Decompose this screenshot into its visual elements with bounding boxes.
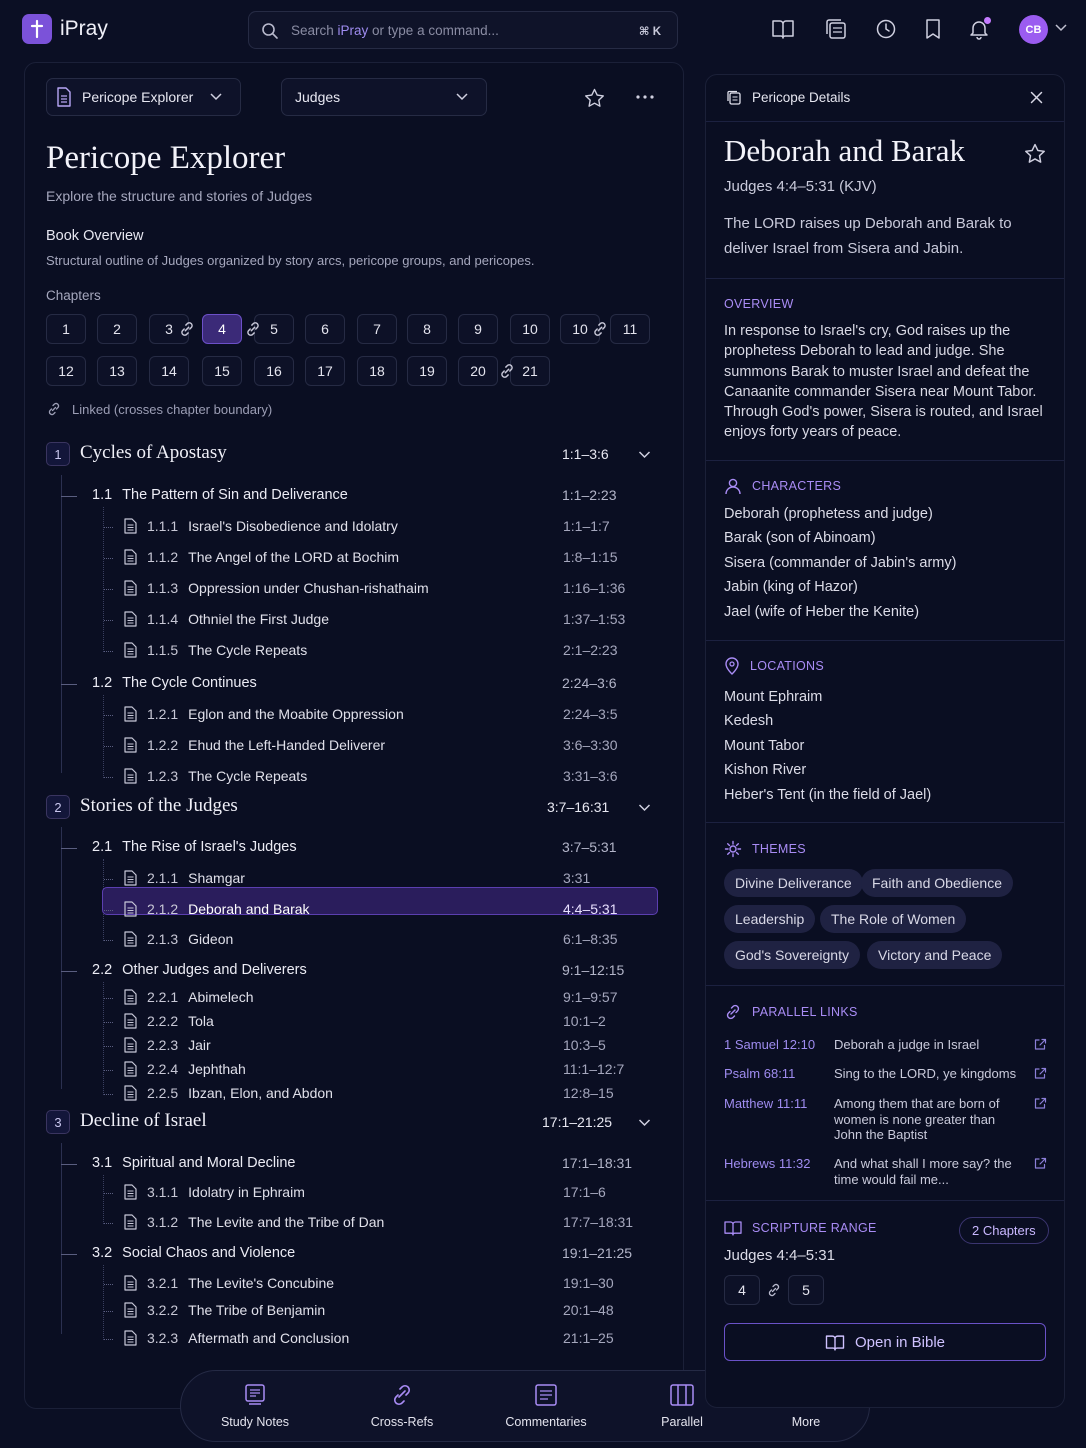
chapters-label: Chapters (46, 288, 101, 303)
tree-branch (104, 651, 113, 652)
range-chapter-chip[interactable]: 4 (724, 1275, 760, 1305)
overview-text: In response to Israel's cry, God raises up the prophetess Deborah to lead and judge. She summons Barak to muster Israel and defeat the Canaanite commander Sisera near Mount Tabor. Through God's power, Sisera is routed, and Israel enjoys forty years of peace. (724, 323, 1043, 441)
pericope-item[interactable]: 1.2.2 Ehud the Left-Handed Deliverer (124, 737, 385, 753)
locations-list (724, 685, 931, 807)
app-logo[interactable] (22, 14, 52, 44)
document-icon (124, 1013, 137, 1029)
document-icon (124, 1085, 137, 1101)
chevron-down-icon[interactable] (638, 451, 651, 459)
chapter-chip[interactable]: 3 (149, 314, 189, 344)
link-icon (766, 1282, 782, 1298)
app-name: iPray (60, 17, 108, 40)
chapter-count-badge: 2 Chapters (959, 1217, 1049, 1244)
parallel-reference-link[interactable]: Hebrews 11:32 (724, 1156, 811, 1171)
tree-branch (104, 1223, 113, 1224)
pericope-item[interactable]: 2.1.3 Gideon (124, 931, 233, 947)
cross-refs-button[interactable]: Cross-Refs (367, 1371, 437, 1443)
chevron-down-icon (456, 93, 468, 101)
document-icon (124, 1061, 137, 1077)
pericope-item[interactable]: 3.1.1 Idolatry in Ephraim (124, 1184, 305, 1200)
theme-tag[interactable]: Faith and Obedience (861, 869, 1013, 897)
divider (706, 640, 1064, 641)
command-search-input[interactable] (248, 11, 678, 49)
tree-branch (61, 971, 77, 972)
chapter-chip[interactable]: 10 (510, 314, 550, 344)
document-icon (124, 1330, 137, 1346)
theme-tag[interactable]: Victory and Peace (867, 941, 1002, 969)
document-icon (124, 1214, 137, 1230)
document-icon (124, 737, 137, 753)
section-title[interactable]: Stories of the Judges (80, 795, 238, 816)
tree-branch (104, 746, 113, 747)
search-icon (261, 22, 279, 40)
document-icon (124, 706, 137, 722)
chapter-chip[interactable]: 6 (305, 314, 345, 344)
document-icon (124, 642, 137, 658)
tree-branch (104, 879, 113, 880)
external-link-icon[interactable] (1034, 1097, 1047, 1110)
pericope-group[interactable]: 1.1 The Pattern of Sin and Deliverance (92, 487, 348, 503)
tree-branch (104, 940, 113, 941)
pericope-item[interactable]: 1.1.5 The Cycle Repeats (124, 642, 307, 658)
group-range: 2:24–3:6 (562, 675, 617, 691)
parallel-text: Deborah a judge in Israel (834, 1037, 980, 1052)
pericope-range: 1:1–1:7 (563, 518, 610, 534)
link-legend: Linked (crosses chapter boundary) (46, 401, 272, 417)
external-link-icon[interactable] (1034, 1038, 1047, 1051)
tree-line (103, 1265, 104, 1340)
chevron-down-icon[interactable] (638, 1119, 651, 1127)
scripture-range-label: SCRIPTURE RANGE (724, 1220, 877, 1236)
cross-icon (28, 19, 46, 39)
pericope-reference: Judges 4:4–5:31 (KJV) (724, 178, 877, 195)
character-item[interactable]: Sisera (commander of Jabin's army) (724, 554, 957, 571)
chapter-chip[interactable]: 8 (407, 314, 447, 344)
chapter-chip[interactable]: 11 (610, 314, 650, 344)
pericope-range: 1:37–1:53 (563, 611, 626, 627)
pericope-item[interactable]: 3.2.1 The Levite's Concubine (124, 1275, 334, 1291)
theme-tag[interactable]: Leadership (724, 905, 815, 933)
section-range: 1:1–3:6 (562, 446, 609, 462)
link-icon (591, 320, 609, 338)
page-subtitle: Explore the structure and stories of Judges (46, 188, 313, 204)
tree-branch (104, 620, 113, 621)
section-number: 2 (46, 795, 70, 819)
tree-line (103, 1175, 104, 1224)
pericope-range: 19:1–30 (563, 1275, 614, 1291)
document-icon (124, 901, 137, 917)
character-item[interactable]: Barak (son of Abinoam) (724, 530, 876, 547)
parallel-icon (669, 1383, 695, 1407)
chapter-chip[interactable]: 14 (149, 356, 189, 386)
document-icon (124, 1275, 137, 1291)
book-overview-title: Book Overview (46, 228, 144, 244)
pericope-item[interactable]: 2.2.3 Jair (124, 1037, 211, 1053)
chapter-chip[interactable]: 21 (510, 356, 550, 386)
document-icon (56, 87, 72, 107)
chapter-chip[interactable]: 2 (97, 314, 137, 344)
document-icon (124, 580, 137, 596)
scripture-range-text: Judges 4:4–5:31 (724, 1247, 835, 1264)
clock-icon[interactable] (875, 18, 897, 40)
pericope-item-selected[interactable]: 2.1.2 Deborah and Barak (124, 901, 310, 917)
pericope-range: 2:24–3:5 (563, 706, 618, 722)
link-icon (244, 320, 262, 338)
overview-label: OVERVIEW (724, 297, 794, 311)
parallel-button[interactable]: Parallel (655, 1371, 709, 1443)
section-title[interactable]: Cycles of Apostasy (80, 442, 227, 463)
pericope-range: 17:7–18:31 (563, 1214, 634, 1230)
location-item[interactable]: Mount Tabor (724, 737, 805, 754)
divider (706, 1200, 1064, 1201)
group-range: 17:1–18:31 (562, 1155, 633, 1171)
chapter-chip[interactable]: 12 (46, 356, 86, 386)
external-link-icon[interactable] (1034, 1067, 1047, 1080)
chapter-chip[interactable]: 15 (202, 356, 242, 386)
open-in-bible-button[interactable]: Open in Bible (724, 1323, 1046, 1361)
link-icon (724, 1003, 742, 1021)
characters-label: CHARACTERS (724, 477, 841, 495)
pericope-range: 12:8–15 (563, 1085, 614, 1101)
parallel-text: Among them that are born of women is none greater than John the Baptist (834, 1096, 1000, 1142)
parallel-reference-link[interactable]: Psalm 68:11 (724, 1066, 796, 1081)
document-icon (124, 549, 137, 565)
parallel-reference-link[interactable]: Matthew 11:11 (724, 1096, 808, 1111)
tree-branch (104, 558, 113, 559)
close-icon[interactable] (1030, 91, 1043, 104)
tree-branch (104, 777, 113, 778)
pericope-range: 3:6–3:30 (563, 737, 618, 753)
pericope-group[interactable]: 2.2 Other Judges and Deliverers (92, 962, 307, 978)
divider (706, 985, 1064, 986)
tree-line (61, 1143, 62, 1334)
link-icon (498, 362, 516, 380)
pericope-range: 1:8–1:15 (563, 549, 618, 565)
tree-line (61, 827, 62, 1089)
pericope-range: 4:4–5:31 (563, 901, 618, 917)
gear-icon (724, 840, 742, 858)
tree-branch (104, 1311, 113, 1312)
pericope-range: 1:16–1:36 (563, 580, 626, 596)
themes-label: THEMES (724, 840, 806, 858)
group-range: 19:1–21:25 (562, 1245, 633, 1261)
pericope-group[interactable]: 3.1 Spiritual and Moral Decline (92, 1155, 296, 1171)
search-placeholder: Search iPray or type a command... (291, 23, 499, 38)
parallel-reference-link[interactable]: 1 Samuel 12:10 (724, 1037, 816, 1052)
tree-branch (104, 1022, 113, 1023)
pericope-item[interactable]: 2.2.5 Ibzan, Elon, and Abdon (124, 1085, 333, 1101)
cards-icon (726, 90, 742, 106)
pericope-group[interactable]: 1.2 The Cycle Continues (92, 675, 257, 691)
parallel-links-label: PARALLEL LINKS (724, 1003, 858, 1021)
chapter-chip[interactable]: 13 (97, 356, 137, 386)
group-range: 9:1–12:15 (562, 962, 625, 978)
range-chapter-chip[interactable]: 5 (788, 1275, 824, 1305)
chapter-chip[interactable]: 1 (46, 314, 86, 344)
document-icon (124, 1302, 137, 1318)
pericope-item[interactable]: 2.2.2 Tola (124, 1013, 214, 1029)
link-icon (46, 401, 62, 417)
tree-branch (104, 1046, 113, 1047)
chapter-chip[interactable]: 5 (254, 314, 294, 344)
commentaries-button[interactable]: Commentaries (501, 1371, 591, 1443)
document-icon (124, 931, 137, 947)
study-notes-button[interactable]: Study Notes (219, 1371, 291, 1443)
tree-line (103, 507, 104, 652)
pericope-range: 10:3–5 (563, 1037, 606, 1053)
pericope-title: Deborah and Barak (724, 133, 966, 168)
details-header-label: Pericope Details (752, 90, 851, 105)
divider (706, 278, 1064, 279)
theme-tag[interactable]: Divine Deliverance (724, 869, 863, 897)
pericope-range: 6:1–8:35 (563, 931, 618, 947)
cards-icon[interactable] (824, 18, 848, 40)
tree-branch (104, 527, 113, 528)
book-overview-description: Structural outline of Judges organized by story arcs, pericope groups, and pericopes. (46, 253, 535, 268)
tree-branch (104, 1284, 113, 1285)
location-item[interactable]: Heber's Tent (in the field of Jael) (724, 786, 932, 803)
more-icon[interactable] (636, 95, 654, 99)
commentaries-icon (533, 1383, 559, 1407)
divider (706, 822, 1064, 823)
star-icon[interactable] (1024, 143, 1046, 164)
location-pin-icon (724, 657, 740, 675)
tree-branch (61, 1164, 77, 1165)
link-icon (178, 320, 196, 338)
pericope-range: 17:1–6 (563, 1184, 606, 1200)
bookmark-icon[interactable] (924, 18, 942, 40)
pericope-item[interactable]: 3.2.2 The Tribe of Benjamin (124, 1302, 325, 1318)
document-icon (124, 989, 137, 1005)
external-link-icon[interactable] (1034, 1157, 1047, 1170)
tree-branch (61, 1254, 77, 1255)
document-icon (124, 611, 137, 627)
chapter-chip[interactable]: 7 (357, 314, 397, 344)
view-selector-label: Pericope Explorer (82, 89, 194, 105)
tree-branch (104, 998, 113, 999)
chevron-down-icon (210, 93, 222, 101)
character-item[interactable]: Jabin (king of Hazor) (724, 579, 858, 596)
divider (706, 460, 1064, 461)
location-item[interactable]: Kedesh (724, 713, 774, 730)
pericope-item[interactable]: 1.2.3 The Cycle Repeats (124, 768, 307, 784)
theme-tag[interactable]: God's Sovereignty (724, 941, 860, 969)
open-book-icon (825, 1334, 845, 1351)
tree-branch (61, 496, 77, 497)
pericope-item[interactable]: 2.1.1 Shamgar (124, 870, 245, 886)
document-icon (124, 1037, 137, 1053)
book-selector[interactable] (281, 78, 487, 116)
section-range: 17:1–21:25 (542, 1114, 613, 1130)
tree-branch (104, 715, 113, 716)
chapter-chip[interactable]: 19 (407, 356, 447, 386)
pericope-item[interactable]: 1.1.2 The Angel of the LORD at Bochim (124, 549, 399, 565)
pericope-group[interactable]: 2.1 The Rise of Israel's Judges (92, 839, 297, 855)
book-selector-label: Judges (295, 89, 341, 105)
pericope-item[interactable]: 1.2.1 Eglon and the Moabite Oppression (124, 706, 404, 722)
tree-branch (104, 910, 113, 911)
chapter-chip[interactable]: 4 (202, 314, 242, 344)
section-title[interactable]: Decline of Israel (80, 1110, 207, 1131)
chevron-down-icon[interactable] (638, 804, 651, 812)
pericope-range: 2:1–2:23 (563, 642, 618, 658)
pericope-range: 20:1–48 (563, 1302, 614, 1318)
user-icon (724, 477, 742, 495)
document-icon (124, 518, 137, 534)
tree-branch (104, 1094, 113, 1095)
pericope-range: 3:31 (563, 870, 591, 886)
page-title: Pericope Explorer (46, 140, 286, 176)
parallel-text: And what shall I more say? the time would fail me... (834, 1156, 1012, 1187)
details-header (706, 75, 1064, 121)
pericope-item[interactable]: 1.1.3 Oppression under Chushan-rishathaim (124, 580, 429, 596)
document-icon (124, 1184, 137, 1200)
document-icon (124, 768, 137, 784)
tree-branch (61, 684, 77, 685)
pericope-range: 3:31–3:6 (563, 768, 618, 784)
top-bar (0, 0, 1086, 60)
pericope-details-panel (705, 74, 1065, 1408)
chevron-down-icon[interactable] (1055, 24, 1067, 32)
group-range: 3:7–5:31 (562, 839, 617, 855)
pericope-range: 21:1–25 (563, 1330, 614, 1346)
more-button[interactable]: More (784, 1371, 828, 1443)
theme-tag[interactable]: The Role of Women (820, 905, 966, 933)
tree-branch (104, 1339, 113, 1340)
pericope-group[interactable]: 3.2 Social Chaos and Violence (92, 1245, 296, 1261)
link-icon (389, 1383, 415, 1407)
pericope-item[interactable]: 3.1.2 The Levite and the Tribe of Dan (124, 1214, 384, 1230)
star-icon[interactable] (584, 88, 605, 108)
parallel-text: Sing to the LORD, ye kingdoms (834, 1066, 1017, 1081)
pericope-item[interactable]: 1.1.1 Israel's Disobedience and Idolatry (124, 518, 398, 534)
search-shortcut: ⌘ K (638, 26, 661, 38)
avatar[interactable]: CB (1019, 15, 1048, 44)
divider (706, 121, 1064, 122)
characters-list (724, 502, 956, 624)
chapter-chip[interactable]: 18 (357, 356, 397, 386)
chapter-chip[interactable]: 20 (458, 356, 498, 386)
tree-branch (104, 1070, 113, 1071)
locations-label: LOCATIONS (724, 657, 824, 675)
chapter-chip[interactable]: 9 (458, 314, 498, 344)
character-item[interactable]: Deborah (prophetess and judge) (724, 506, 933, 522)
view-selector[interactable] (46, 78, 241, 116)
location-item[interactable]: Mount Ephraim (724, 689, 823, 705)
pericope-item[interactable]: 2.2.1 Abimelech (124, 989, 254, 1005)
tree-branch (104, 1193, 113, 1194)
pericope-range: 9:1–9:57 (563, 989, 618, 1005)
chapter-chip[interactable]: 10 (560, 314, 600, 344)
open-book-icon (724, 1220, 742, 1236)
chapter-chip[interactable]: 16 (254, 356, 294, 386)
section-number: 1 (46, 442, 70, 466)
pericope-range: 10:1–2 (563, 1013, 606, 1029)
pericope-item[interactable]: 1.1.4 Othniel the First Judge (124, 611, 329, 627)
pericope-summary: The LORD raises up Deborah and Barak to deliver Israel from Sisera and Jabin. (724, 215, 1012, 257)
character-item[interactable]: Jael (wife of Heber the Kenite) (724, 603, 920, 620)
location-item[interactable]: Kishon River (724, 762, 807, 779)
pericope-range: 11:1–12:7 (563, 1061, 625, 1077)
group-range: 1:1–2:23 (562, 487, 617, 503)
tree-branch (61, 848, 77, 849)
chapter-chip[interactable]: 17 (305, 356, 345, 386)
document-icon (124, 870, 137, 886)
section-number: 3 (46, 1110, 70, 1134)
study-notes-icon (242, 1383, 268, 1407)
book-icon[interactable] (771, 18, 795, 40)
tree-line (61, 475, 62, 773)
tree-line (103, 695, 104, 778)
section-range: 3:7–16:31 (547, 799, 610, 815)
notification-dot (984, 17, 991, 24)
tree-branch (104, 589, 113, 590)
pericope-item[interactable]: 3.2.3 Aftermath and Conclusion (124, 1330, 349, 1346)
pericope-item[interactable]: 2.2.4 Jephthah (124, 1061, 246, 1077)
